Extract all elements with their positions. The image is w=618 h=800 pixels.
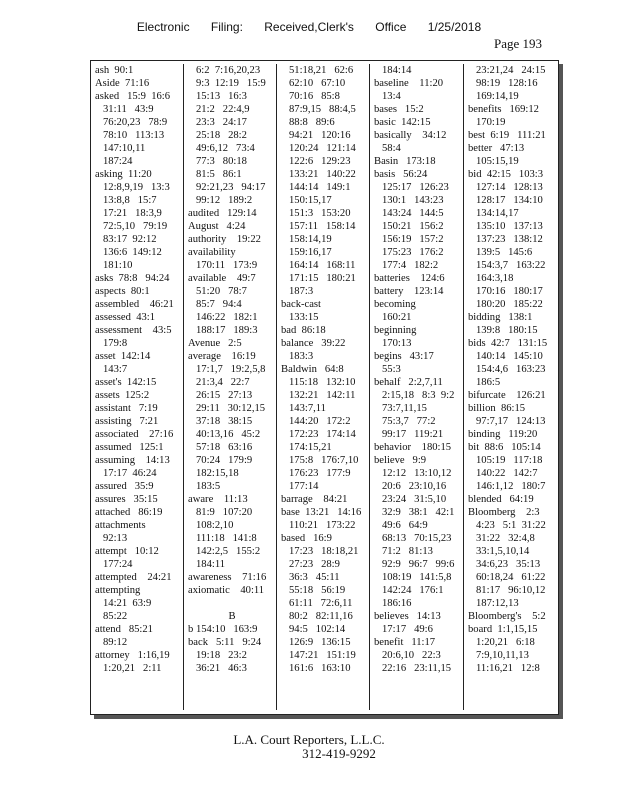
index-entry: August 4:24 [188,221,246,232]
index-page-refs: 133:21 140:22 [289,169,356,180]
index-page-refs: 13:8,8 15:7 [103,195,157,206]
index-page-refs: 12:12 13:10,12 [382,468,452,479]
index-page-refs: 13:4 [382,91,401,102]
index-section-letter: B [228,611,236,622]
index-page-refs: 181:10 [103,260,133,271]
index-page-refs: 75:3,7 77:2 [382,416,436,427]
index-page-refs: 17:23 18:18,21 [289,546,359,557]
index-entry: binding 119:20 [468,429,538,440]
index-page-refs: 81:9 107:20 [196,507,253,518]
index-page-refs: 143:7 [103,364,128,375]
index-entry: assets 125:2 [95,390,150,401]
index-page-refs: 27:23 28:9 [289,559,340,570]
header-word-filing: Filing: [210,20,243,34]
index-page-refs: 78:10 113:13 [103,130,165,141]
index-page-refs: 125:17 126:23 [382,182,449,193]
index-entry: becoming [374,299,416,310]
index-page-refs: 1:20,21 2:11 [103,663,162,674]
index-entry: available 49:7 [188,273,256,284]
index-page-refs: 187:12,13 [476,598,519,609]
index-entry: assured 35:9 [95,481,154,492]
index-entry [188,597,276,610]
index-page-refs: 147:10,11 [103,143,146,154]
index-entry: billion 86:15 [468,403,526,414]
header-word-electronic: Electronic [136,20,190,34]
index-entry: b 154:10 163:9 [188,624,258,635]
index-page-refs: 170:19 [476,117,506,128]
index-page-refs: 164:3,18 [476,273,514,284]
filing-header [0,20,618,34]
index-entry: aware 11:13 [188,494,248,505]
index-entry: availability [188,247,236,258]
index-page-refs: 144:14 149:1 [289,182,351,193]
index-entry: begins 43:17 [374,351,434,362]
index-page-refs: 170:16 180:17 [476,286,543,297]
index-entry: believe 9:9 [374,455,427,466]
index-page-refs: 137:23 138:12 [476,234,543,245]
index-page-refs: 144:20 172:2 [289,416,351,427]
index-entry: associated 27:16 [95,429,174,440]
index-page-refs: 88:8 89:6 [289,117,335,128]
index-page-refs: 31:11 43:9 [103,104,154,115]
index-page-refs: 55:18 56:19 [289,585,346,596]
index-page-refs: 58:4 [382,143,401,154]
index-page-refs: 80:2 82:11,16 [289,611,353,622]
index-page-refs: 158:14,19 [289,234,332,245]
index-entry: attached 86:19 [95,507,163,518]
index-page-refs: 154:3,7 163:22 [476,260,546,271]
index-entry: board 1:1,15,15 [468,624,538,635]
index-entry: awareness 71:16 [188,572,267,583]
index-page-refs: 32:9 38:1 42:1 [382,507,455,518]
index-entry: barrage 84:21 [281,494,348,505]
index-page-refs: 160:21 [382,312,412,323]
index-entry: asking 11:20 [95,169,152,180]
index-page-refs: 132:21 142:11 [289,390,356,401]
index-column-2 [183,64,276,710]
index-page-refs: 176:23 177:9 [289,468,351,479]
index-page-refs: 170:13 [382,338,412,349]
index-entry: Basin 173:18 [374,156,436,167]
index-page-refs: 37:18 38:15 [196,416,253,427]
index-page-refs: 49:6,12 73:4 [196,143,255,154]
footer [0,733,618,761]
index-page-refs: 186:16 [382,598,412,609]
index-entry: assisting 7:21 [95,416,159,427]
index-entry: beginning [374,325,417,336]
index-page-refs: 71:2 81:13 [382,546,433,557]
index-entry: assessed 43:1 [95,312,156,323]
index-page-refs: 98:19 128:16 [476,78,538,89]
index-page-refs: 187:24 [103,156,133,167]
index-entry: authority 19:22 [188,234,261,245]
index-page-refs: 21:2 22:4,9 [196,104,250,115]
index-page-refs: 127:14 128:13 [476,182,543,193]
index-page-refs: 81:5 86:1 [196,169,242,180]
index-entry: asset's 142:15 [95,377,157,388]
index-entry: batteries 124:6 [374,273,445,284]
index-column-4 [369,64,462,710]
index-page-refs: 128:17 134:10 [476,195,543,206]
index-page-refs: 26:15 27:13 [196,390,253,401]
index-page-refs: 11:16,21 12:8 [476,663,540,674]
index-page-refs: 14:21 63:9 [103,598,152,609]
index-page-refs: 31:22 32:4,8 [476,533,535,544]
index-entry: basic 142:15 [374,117,431,128]
index-page-refs: 139:5 145:6 [476,247,533,258]
index-page-refs: 40:13,16 45:2 [196,429,261,440]
index-page-refs: 4:23 5:1 31:22 [476,520,546,531]
index-entry: Bloomberg's 5:2 [468,611,546,622]
index-page-refs: 111:18 141:8 [196,533,257,544]
index-page-refs: 83:17 92:12 [103,234,157,245]
index-page-refs: 15:13 16:3 [196,91,247,102]
header-word-received: Received,Clerk's [264,20,354,34]
index-page-refs: 150:15,17 [289,195,332,206]
index-page-refs: 161:6 163:10 [289,663,351,674]
page-number: Page 193 [494,36,543,51]
index-entry: basis 56:24 [374,169,428,180]
index-page-refs: 115:18 132:10 [289,377,356,388]
index-entry: best 6:19 111:21 [468,130,546,141]
index-entry: assuming 14:13 [95,455,170,466]
index-entry: asks 78:8 94:24 [95,273,170,284]
index-entry: Aside 71:16 [95,78,150,89]
index-page-refs: 143:24 144:5 [382,208,444,219]
index-page-refs: 184:11 [196,559,226,570]
index-page-refs: 25:18 28:2 [196,130,247,141]
index-entry: asset 142:14 [95,351,151,362]
index-page-refs: 171:15 180:21 [289,273,356,284]
index-page-refs: 177:14 [289,481,319,492]
index-page-refs: 108:19 141:5,8 [382,572,452,583]
index-page-refs: 147:21 151:19 [289,650,356,661]
index-page-refs: 188:17 189:3 [196,325,258,336]
index-page-refs: 94:21 120:16 [289,130,351,141]
index-entry: back-cast [281,299,321,310]
index-page-refs: 17:1,7 19:2,5,8 [196,364,266,375]
index-entry: base 13:21 14:16 [281,507,362,518]
index-entry: bid 42:15 103:3 [468,169,544,180]
index-entry: assessment 43:5 [95,325,172,336]
index-page-refs: 23:21,24 24:15 [476,65,546,76]
index-entry: attempted 24:21 [95,572,172,583]
index-page-refs: 146:22 182:1 [196,312,258,323]
index-page-refs: 34:6,23 35:13 [476,559,541,570]
word-index-table [90,60,559,715]
index-entry: balance 39:22 [281,338,346,349]
index-entry: bad 86:18 [281,325,326,336]
index-page-refs: 12:8,9,19 13:3 [103,182,170,193]
index-page-refs: 170:11 173:9 [196,260,258,271]
index-page-refs: 6:2 7:16,20,23 [196,65,261,76]
index-entry: behalf 2:2,7,11 [374,377,443,388]
index-entry: bids 42:7 131:15 [468,338,548,349]
index-page-refs: 94:5 102:14 [289,624,346,635]
index-page-refs: 17:17 46:24 [103,468,157,479]
index-page-refs: 85:7 94:4 [196,299,242,310]
index-page-refs: 140:22 142:7 [476,468,538,479]
index-page-refs: 92:13 [103,533,128,544]
index-page-refs: 105:19 117:18 [476,455,543,466]
index-page-refs: 126:9 136:15 [289,637,351,648]
index-entry: assumed 125:1 [95,442,164,453]
index-entry: asked 15:9 16:6 [95,91,171,102]
index-page-refs: 156:19 157:2 [382,234,444,245]
index-page-refs: 2:15,18 8:3 9:2 [382,390,455,401]
index-page-refs: 17:17 49:6 [382,624,433,635]
index-page-refs: 19:18 23:2 [196,650,247,661]
index-page-refs: 140:14 145:10 [476,351,543,362]
index-page-refs: 130:1 143:23 [382,195,444,206]
index-entry: axiomatic 40:11 [188,585,265,596]
index-page-refs: 180:20 185:22 [476,299,543,310]
index-page-refs: 187:3 [289,286,314,297]
index-page-refs: 154:4,6 163:23 [476,364,546,375]
index-page-refs: 151:3 153:20 [289,208,351,219]
index-entry: blended 64:19 [468,494,534,505]
index-entry: benefits 169:12 [468,104,539,115]
index-entry: attend 85:21 [95,624,153,635]
index-page-refs: 89:12 [103,637,128,648]
index-page-refs: 23:3 24:17 [196,117,247,128]
index-page-refs: 9:3 12:19 15:9 [196,78,266,89]
index-page-refs: 174:15,21 [289,442,332,453]
index-entry: aspects 80:1 [95,286,150,297]
index-page-refs: 159:16,17 [289,247,332,258]
index-entry: back 5:11 9:24 [188,637,262,648]
index-entry: assures 35:15 [95,494,158,505]
index-entry: baseline 11:20 [374,78,444,89]
index-page-refs: 157:11 158:14 [289,221,356,232]
index-entry: assistant 7:19 [95,403,158,414]
index-page-refs: 72:5,10 79:19 [103,221,168,232]
index-entry: better 47:13 [468,143,525,154]
index-entry: based 16:9 [281,533,332,544]
index-page-refs: 61:11 72:6,11 [289,598,353,609]
index-entry: behavior 180:15 [374,442,452,453]
index-entry: Bloomberg 2:3 [468,507,540,518]
index-page-refs: 87:9,15 88:4,5 [289,104,356,115]
index-entry: average 16:19 [188,351,256,362]
index-page-refs: 183:3 [289,351,314,362]
index-page-refs: 97:7,17 124:13 [476,416,546,427]
index-column-5 [463,64,556,710]
index-page-refs: 51:20 78:7 [196,286,247,297]
index-page-refs: 142:24 176:1 [382,585,444,596]
index-page-refs: 20:6 23:10,16 [382,481,447,492]
index-page-refs: 60:18,24 61:22 [476,572,546,583]
index-page-refs: 177:4 182:2 [382,260,439,271]
index-page-refs: 77:3 80:18 [196,156,247,167]
index-page-refs: 146:1,12 180:7 [476,481,546,492]
index-page-refs: 57:18 63:16 [196,442,253,453]
index-entry: bifurcate 126:21 [468,390,546,401]
index-entry: attempt 10:12 [95,546,159,557]
index-page-refs: 29:11 30:12,15 [196,403,266,414]
index-page-refs: 7:9,10,11,13 [476,650,529,661]
index-page-refs: 68:13 70:15,23 [382,533,452,544]
index-page-refs: 99:17 119:21 [382,429,444,440]
index-page-refs: 21:3,4 22:7 [196,377,250,388]
index-page-refs: 1:20,21 6:18 [476,637,535,648]
index-column-1 [91,64,183,710]
index-page-refs: 81:17 96:10,12 [476,585,546,596]
index-page-refs: 17:21 18:3,9 [103,208,162,219]
index-page-refs: 120:24 121:14 [289,143,356,154]
index-page-refs: 108:2,10 [196,520,234,531]
index-entry: bit 88:6 105:14 [468,442,541,453]
index-page-refs: 139:8 180:15 [476,325,538,336]
index-page-refs: 172:23 174:14 [289,429,356,440]
index-page-refs: 143:7,11 [289,403,326,414]
index-page-refs: 92:21,23 94:17 [196,182,266,193]
index-page-refs: 183:5 [196,481,221,492]
index-entry: battery 123:14 [374,286,444,297]
index-page-refs: 85:22 [103,611,128,622]
index-entry: ash 90:1 [95,65,134,76]
header-date: 1/25/2018 [427,20,482,34]
index-page-refs: 51:18,21 62:6 [289,65,354,76]
index-page-refs: 70:16 85:8 [289,91,340,102]
index-entry: bidding 138:1 [468,312,533,323]
index-page-refs: 70:24 179:9 [196,455,253,466]
index-page-refs: 20:6,10 22:3 [382,650,441,661]
index-page-refs: 36:3 45:11 [289,572,340,583]
index-page-refs: 33:1,5,10,14 [476,546,530,557]
index-page-refs: 92:9 96:7 99:6 [382,559,455,570]
header-word-office: Office [375,20,407,34]
index-page-refs: 110:21 173:22 [289,520,356,531]
index-page-refs: 177:24 [103,559,133,570]
index-page-refs: 150:21 156:2 [382,221,444,232]
index-page-refs: 184:14 [382,65,412,76]
index-page-refs: 36:21 46:3 [196,663,247,674]
index-entry: attempting [95,585,141,596]
index-entry: Avenue 2:5 [188,338,242,349]
index-page-refs: 142:2,5 155:2 [196,546,261,557]
index-entry: basically 34:12 [374,130,447,141]
index-page-refs: 169:14,19 [476,91,519,102]
index-entry: assembled 46:21 [95,299,174,310]
index-page-refs: 164:14 168:11 [289,260,356,271]
index-entry: bases 15:2 [374,104,424,115]
index-page-refs: 49:6 64:9 [382,520,428,531]
index-entry: benefit 11:17 [374,637,436,648]
index-page-refs: 135:10 137:13 [476,221,543,232]
index-entry: attorney 1:16,19 [95,650,170,661]
index-page-refs: 23:24 31:5,10 [382,494,447,505]
index-column-3 [276,64,369,710]
index-page-refs: 22:16 23:11,15 [382,663,452,674]
index-page-refs: 99:12 189:2 [196,195,253,206]
index-page-refs: 76:20,23 78:9 [103,117,168,128]
index-page-refs: 55:3 [382,364,401,375]
index-page-refs: 136:6 149:12 [103,247,162,258]
court-reporter-name: L.A. Court Reporters, L.L.C. [233,732,385,747]
index-page-refs: 73:7,11,15 [382,403,427,414]
index-entry: audited 129:14 [188,208,257,219]
index-page-refs: 186:5 [476,377,501,388]
index-entry: attachments [95,520,146,531]
index-page-refs: 62:10 67:10 [289,78,346,89]
index-entry: Baldwin 64:8 [281,364,344,375]
index-page-refs: 175:8 176:7,10 [289,455,359,466]
court-reporter-phone: 312-419-9292 [302,746,376,761]
index-page-refs: 134:14,17 [476,208,519,219]
index-page-refs: 105:15,19 [476,156,519,167]
index-page-refs: 122:6 129:23 [289,156,351,167]
index-page-refs: 179:8 [103,338,128,349]
index-entry: believes 14:13 [374,611,441,622]
index-page-refs: 133:15 [289,312,319,323]
index-page-refs: 175:23 176:2 [382,247,444,258]
index-page-refs: 182:15,18 [196,468,239,479]
